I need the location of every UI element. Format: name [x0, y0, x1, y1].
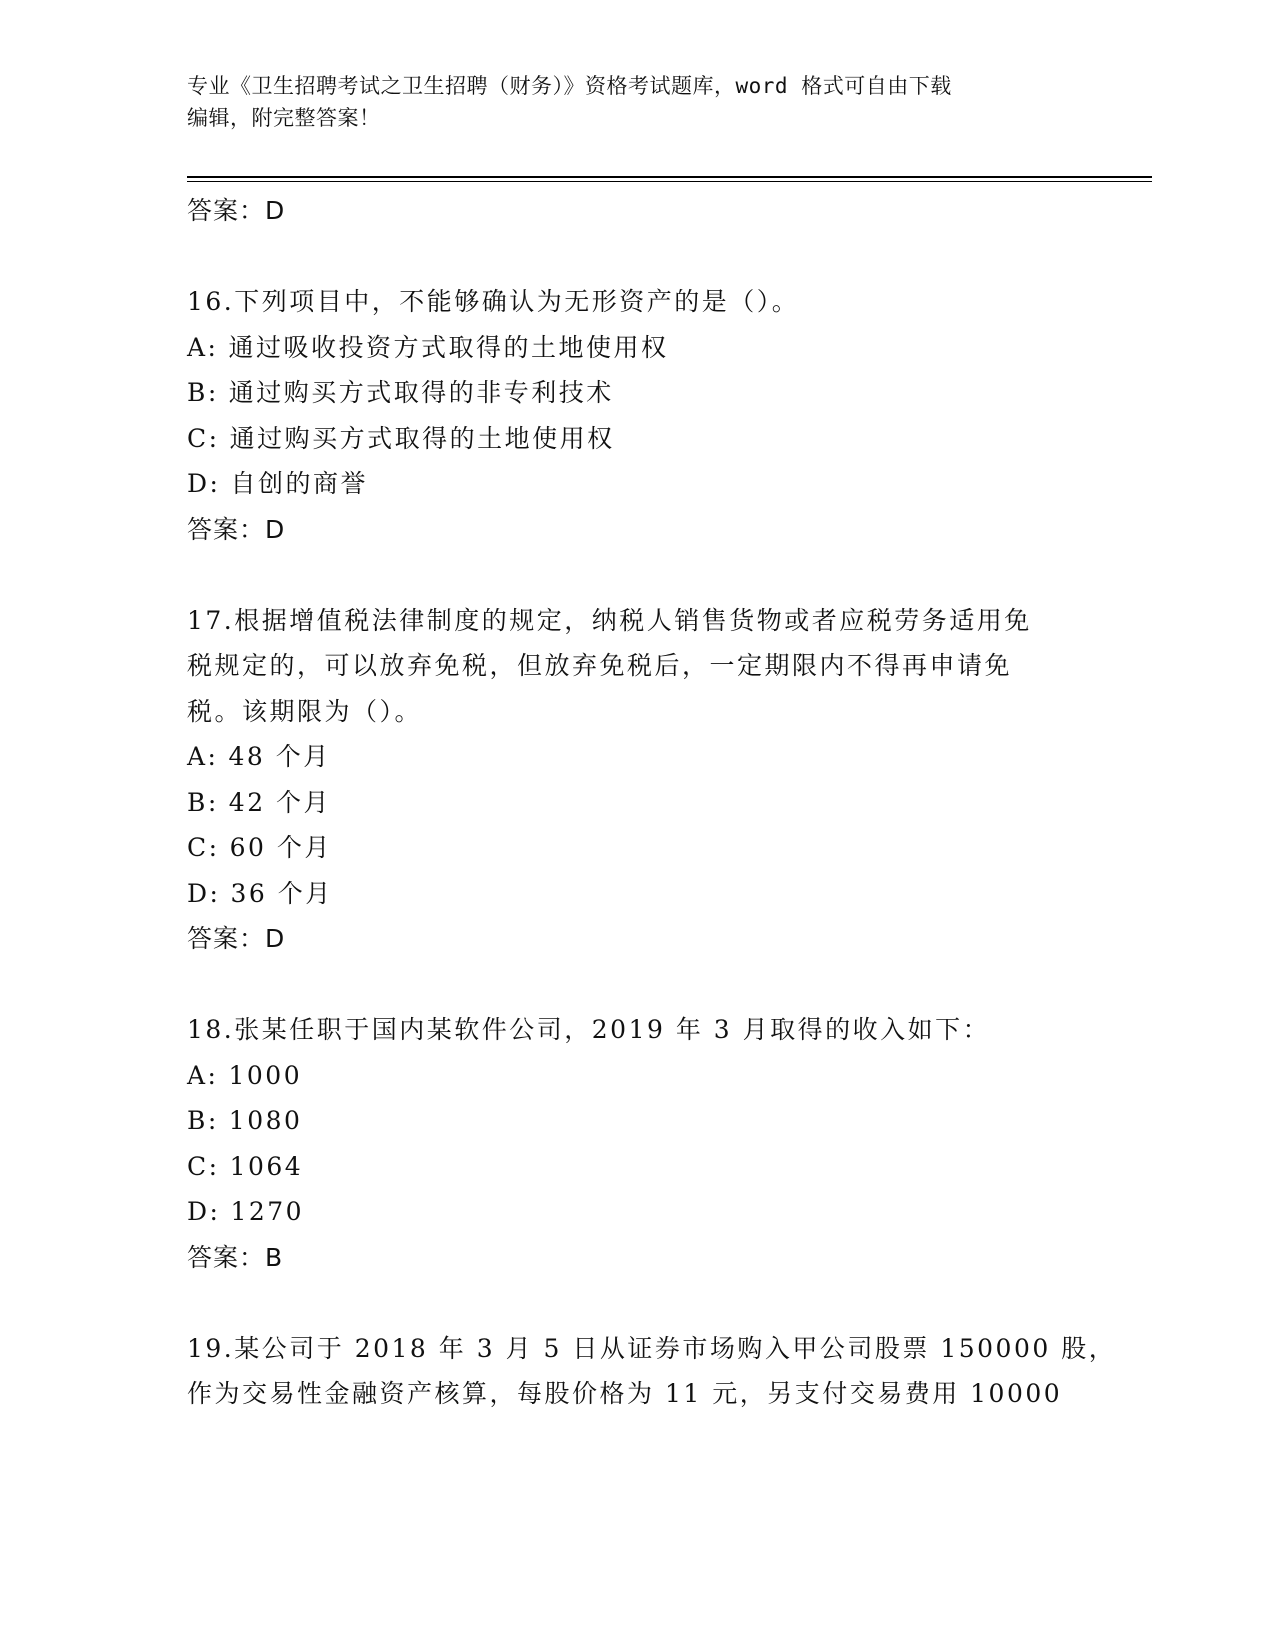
question-stem-line-3: 税。该期限为（）。 [187, 696, 423, 726]
header-divider [187, 176, 1152, 178]
question-16 [187, 279, 1087, 552]
option-letter: B: [187, 787, 219, 817]
option-letter: B: [187, 1106, 219, 1135]
option-text: 36 个月 [230, 878, 333, 908]
option-text: 42 个月 [228, 787, 332, 817]
option-letter: C: [187, 423, 220, 453]
option-b [187, 780, 1087, 826]
option-text: 1000 [228, 1060, 303, 1090]
previous-answer: 答案：D [187, 196, 286, 225]
option-letter: D: [187, 469, 221, 498]
answer: 答案：D [187, 514, 286, 544]
option-b [187, 1098, 1087, 1144]
question-stem-line-1: 19.某公司于 2018 年 3 月 5 日从证券市场购入甲公司股票 150000 股， [187, 1333, 1117, 1363]
option-d [187, 461, 1087, 507]
spacer [187, 234, 1087, 280]
question-17 [187, 598, 1087, 962]
option-c [187, 416, 1087, 462]
option-d [187, 871, 1087, 917]
option-text: 通过吸收投资方式取得的土地使用权 [228, 332, 669, 362]
answer: 答案：B [187, 1242, 284, 1272]
spacer [187, 552, 1087, 598]
option-letter: B: [187, 378, 219, 407]
option-d [187, 1189, 1087, 1235]
option-c [187, 1144, 1087, 1190]
answer: 答案：D [187, 924, 286, 953]
option-a [187, 1053, 1087, 1099]
option-letter: D: [187, 878, 221, 908]
option-text: 1064 [229, 1151, 304, 1181]
option-text: 1080 [228, 1106, 303, 1135]
option-text: 60 个月 [229, 833, 332, 862]
question-stem-line-2: 作为交易性金融资产核算，每股价格为 11 元，另支付交易费用 10000 [187, 1379, 1063, 1408]
spacer [187, 962, 1087, 1008]
question-stem: 18.张某任职于国内某软件公司，2019 年 3 月取得的收入如下： [187, 1015, 991, 1044]
question-list [187, 188, 1117, 1417]
question-stem: 16.下列项目中，不能够确认为无形资产的是（）。 [187, 287, 800, 316]
header-divider-thin [187, 181, 1152, 182]
option-text: 1270 [230, 1197, 305, 1226]
option-text: 通过购买方式取得的非专利技术 [228, 378, 614, 407]
option-text: 自创的商誉 [230, 469, 368, 498]
option-letter: D: [187, 1197, 221, 1226]
option-c [187, 825, 1087, 871]
question-stem-line-2: 税规定的，可以放弃免税，但放弃免税后，一定期限内不得再申请免 [187, 651, 1013, 680]
header-line-2: 编辑，附完整答案！ [187, 106, 381, 130]
option-a [187, 734, 1087, 780]
question-stem-line-1: 17.根据增值税法律制度的规定，纳税人销售货物或者应税劳务适用免 [187, 605, 1032, 635]
option-letter: A: [187, 1060, 219, 1090]
option-letter: A: [187, 742, 219, 771]
option-text: 通过购买方式取得的土地使用权 [229, 423, 615, 453]
header-line-1: 专业《卫生招聘考试之卫生招聘（财务）》资格考试题库，word 格式可自由下载 [187, 74, 952, 98]
page-header [187, 70, 1067, 134]
option-b [187, 370, 1087, 416]
spacer [187, 1280, 1087, 1326]
option-a [187, 325, 1087, 371]
option-letter: C: [187, 833, 220, 862]
question-19 [187, 1326, 1117, 1417]
option-text: 48 个月 [228, 742, 331, 771]
option-letter: A: [187, 332, 219, 362]
option-letter: C: [187, 1151, 220, 1181]
question-18 [187, 1007, 1087, 1280]
